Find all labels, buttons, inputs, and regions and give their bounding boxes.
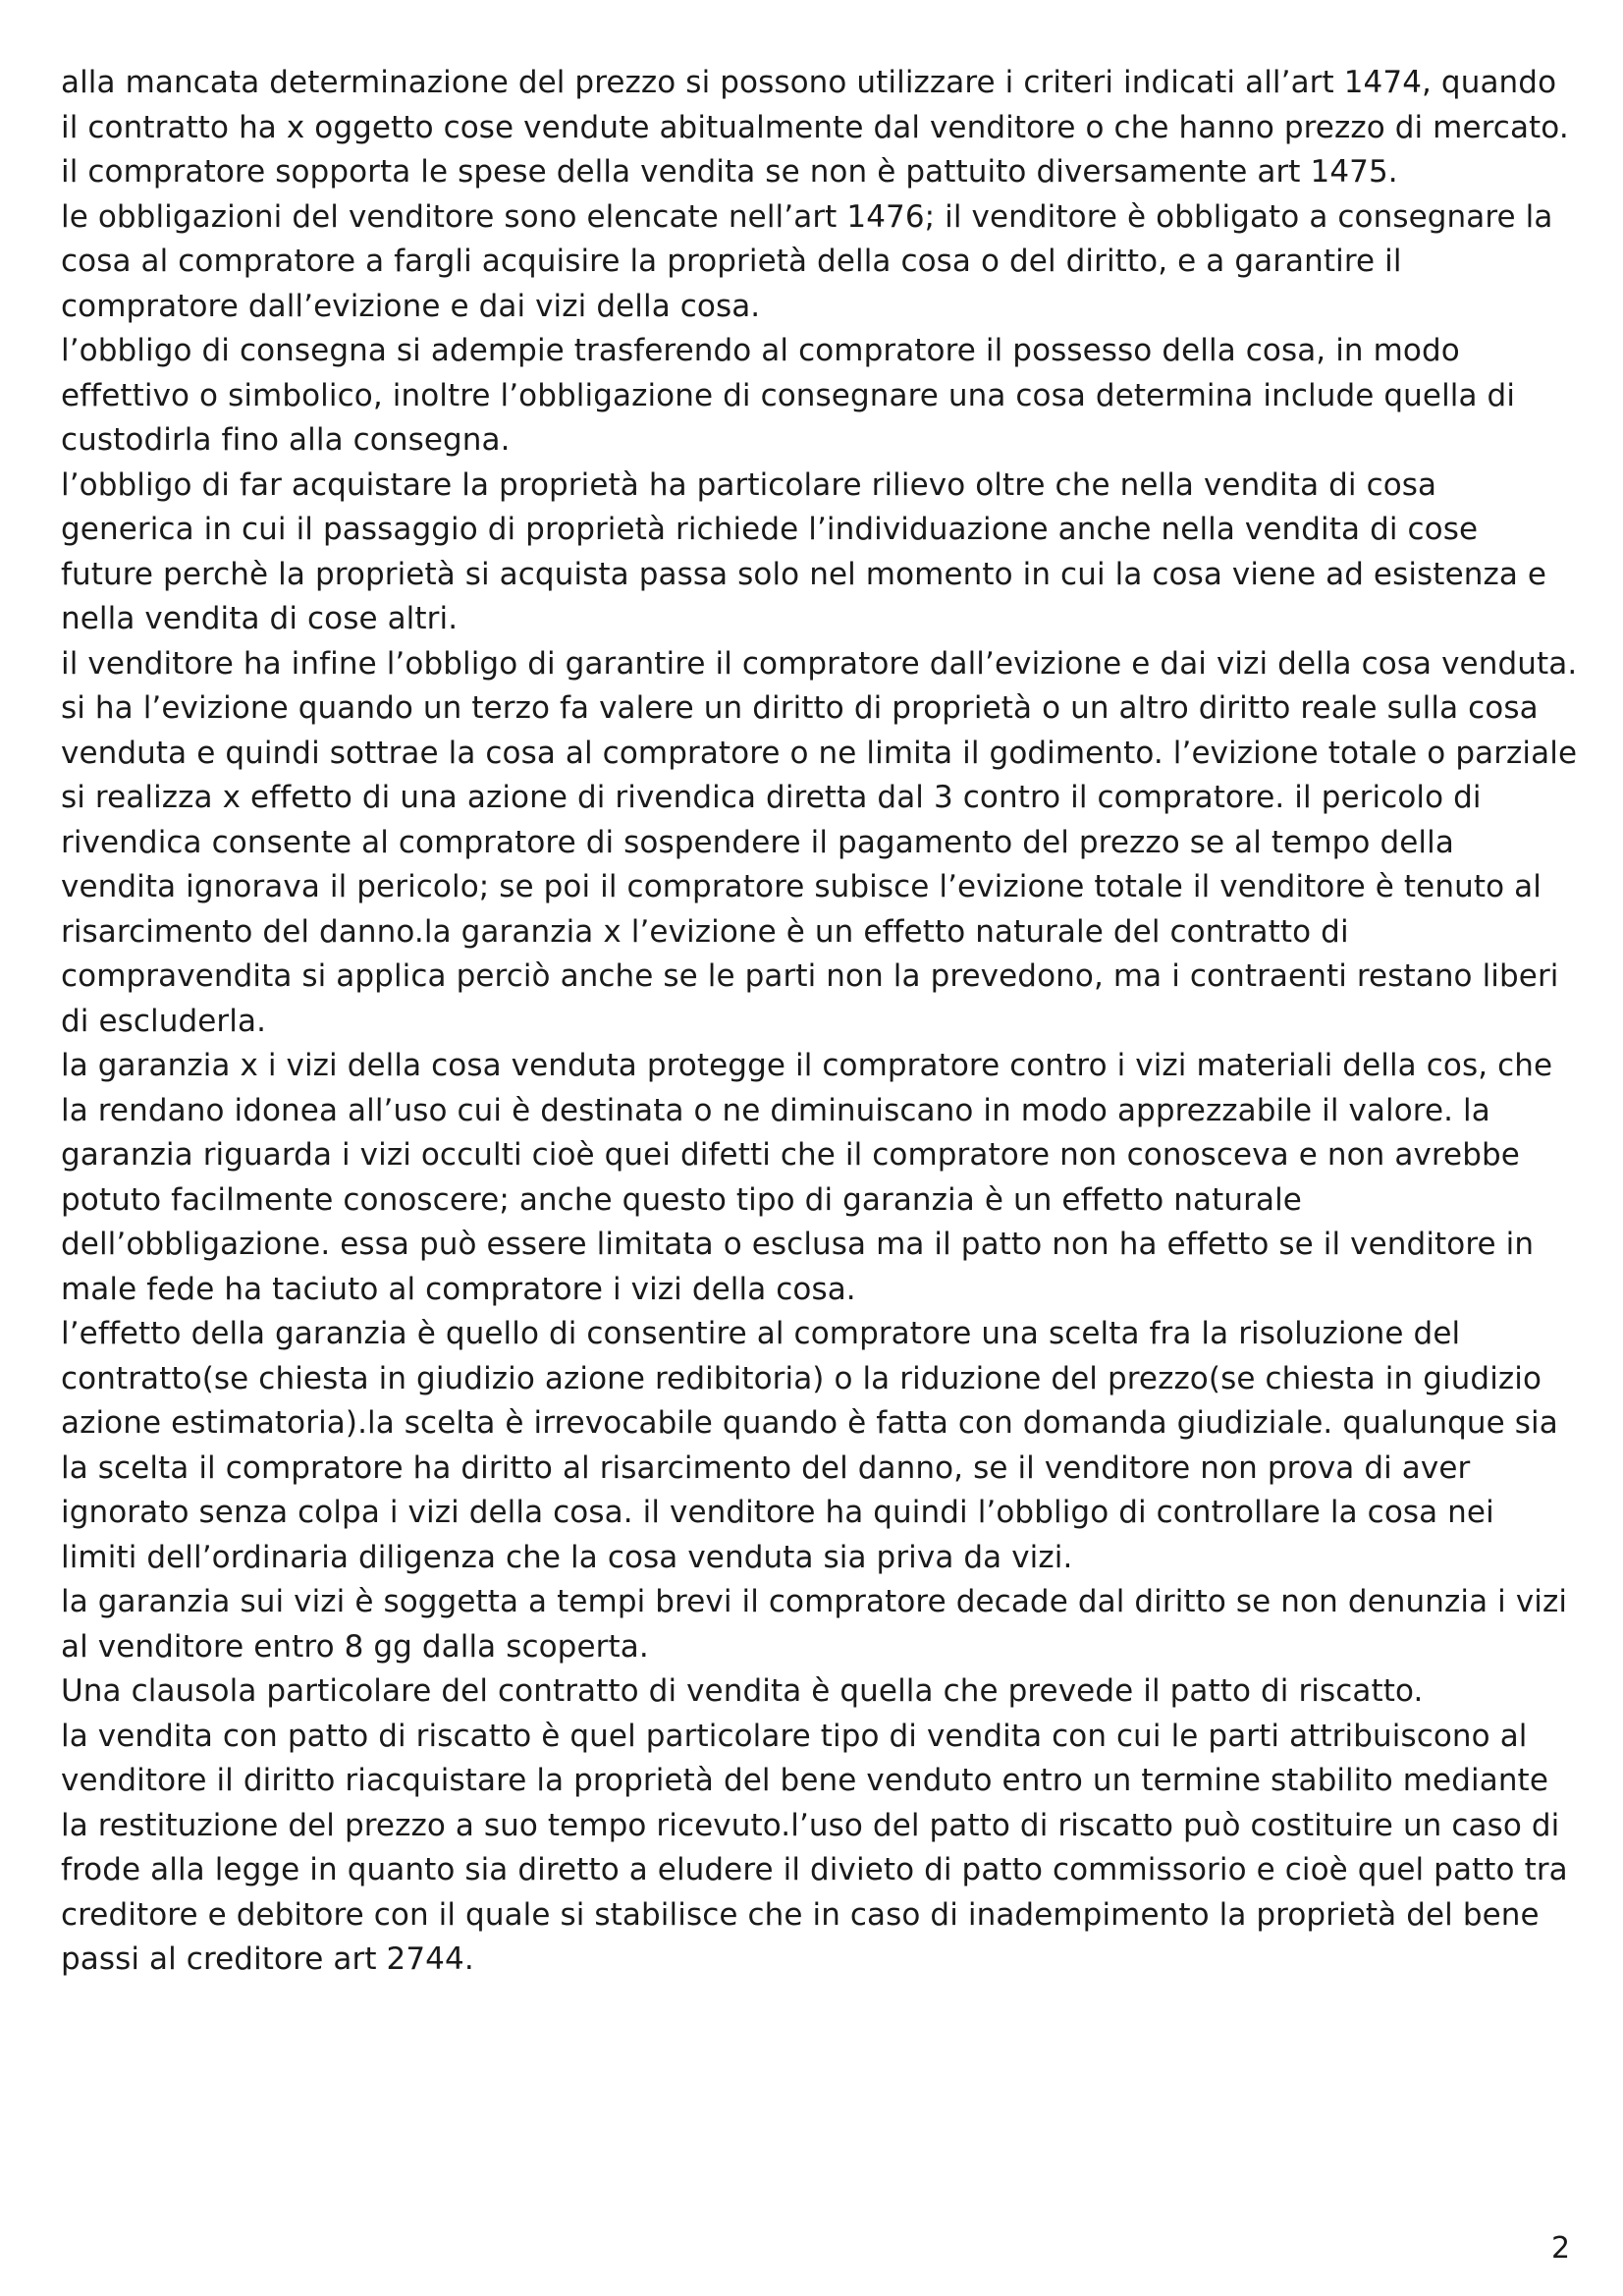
paragraph-eviction-guarantee: il venditore ha infine l’obbligo di garantire il compratore dall’evizione e dai vizi della cosa venduta. si ha l’evizione quando un terzo fa valere un diritto di proprietà o un altro diritto reale sulla cosa venduta e quindi sottrae la cosa al compratore o ne limita il godimento. l’evizione totale o parziale si realizza x effetto di una azione di rivendica diretta dal 3 contro il compratore. il pericolo di rivendica consente al compratore di sospendere il pagamento del prezzo se al tempo della vendita ignorava il pericolo; se poi il compratore subisce l’evizione totale il venditore è tenuto al risarcimento del danno.la garanzia x l’evizione è un effetto naturale del contratto di compravendita si applica perciò anche se le parti non la prevedono, ma i contraenti restano liberi di escluderla. <box>61 645 1578 1039</box>
page-number: 2 <box>1551 2231 1571 2266</box>
paragraph-delivery-obligation: l’obbligo di consegna si adempie trasferendo al compratore il possesso della cosa, in modo effettivo o simbolico, inoltre l’obbligazione di consegnare una cosa determina include quella di custodirla fino alla consegna. <box>61 333 1516 458</box>
paragraph-guarantee-terms: la garanzia sui vizi è soggetta a tempi brevi il compratore decade dal diritto se non denunzia i vizi al venditore entro 8 gg dalla scoperta. <box>61 1584 1568 1665</box>
paragraph-defects-guarantee: la garanzia x i vizi della cosa venduta protegge il compratore contro i vizi materiali della cos, che la rendano idonea all’uso cui è destinata o ne diminuiscano in modo apprezzabile il valore. la garanzia riguarda i vizi occulti cioè quei difetti che il compratore non conosceva e non avrebbe potuto facilmente conoscere; anche questo tipo di garanzia è un effetto naturale dell’obbligazione. essa può essere limitata o esclusa ma il patto non ha effetto se il venditore in male fede ha taciuto al compratore i vizi della cosa. <box>61 1048 1553 1307</box>
paragraph-guarantee-effect: l’effetto della garanzia è quello di consentire al compratore una scelta fra la risoluzione del contratto(se chiesta in giudizio azione redibitoria) o la riduzione del prezzo(se chiesta in giudizio azione estimatoria).la scelta è irrevocabile quando è fatta con domanda giudiziale. qualunque sia la scelta il compratore ha diritto al risarcimento del danno, se il venditore non prova di aver ignorato senza colpa i vizi della cosa. il venditore ha quindi l’obbligo di controllare la cosa nei limiti dell’ordinaria diligenza che la cosa venduta sia priva da vizi. <box>61 1316 1558 1575</box>
paragraph-ownership-transfer: l’obbligo di far acquistare la proprietà ha particolare rilievo oltre che nella vendita di cosa generica in cui il passaggio di proprietà richiede l’individuazione anche nella vendita di cose future perchè la proprietà si acquista passa solo nel momento in cui la cosa viene ad esistenza e nella vendita di cose altri. <box>61 466 1547 636</box>
paragraph-price-criteria: alla mancata determinazione del prezzo si possono utilizzare i criteri indicati all’art 1474, quando il contratto ha x oggetto cose vendute abitualmente dal venditore o che hanno prezzo di mercato. il compratore sopporta le spese della vendita se non è pattuito diversamente art 1475. <box>61 65 1569 190</box>
paragraph-redemption-sale: la vendita con patto di riscatto è quel particolare tipo di vendita con cui le parti attribuiscono al venditore il diritto riacquistare la proprietà del bene venduto entro un termine stabilito mediante la restituzione del prezzo a suo tempo ricevuto.l’uso del patto di riscatto può costituire un caso di frode alla legge in quanto sia diretto a eludere il divieto di patto commissorio e cioè quel patto tra creditore e debitore con il quale si stabilisce che in caso di inadempimento la proprietà del bene passi al creditore art 2744. <box>61 1718 1568 1977</box>
paragraph-redemption-clause: Una clausola particolare del contratto di vendita è quella che prevede il patto di riscatto. <box>61 1673 1424 1709</box>
paragraph-seller-obligations: le obbligazioni del venditore sono elencate nell’art 1476; il venditore è obbligato a consegnare la cosa al compratore a fargli acquisire la proprietà della cosa o del diritto, e a garantire il compratore dall’evizione e dai vizi della cosa. <box>61 198 1553 324</box>
document-body <box>61 61 1578 1983</box>
